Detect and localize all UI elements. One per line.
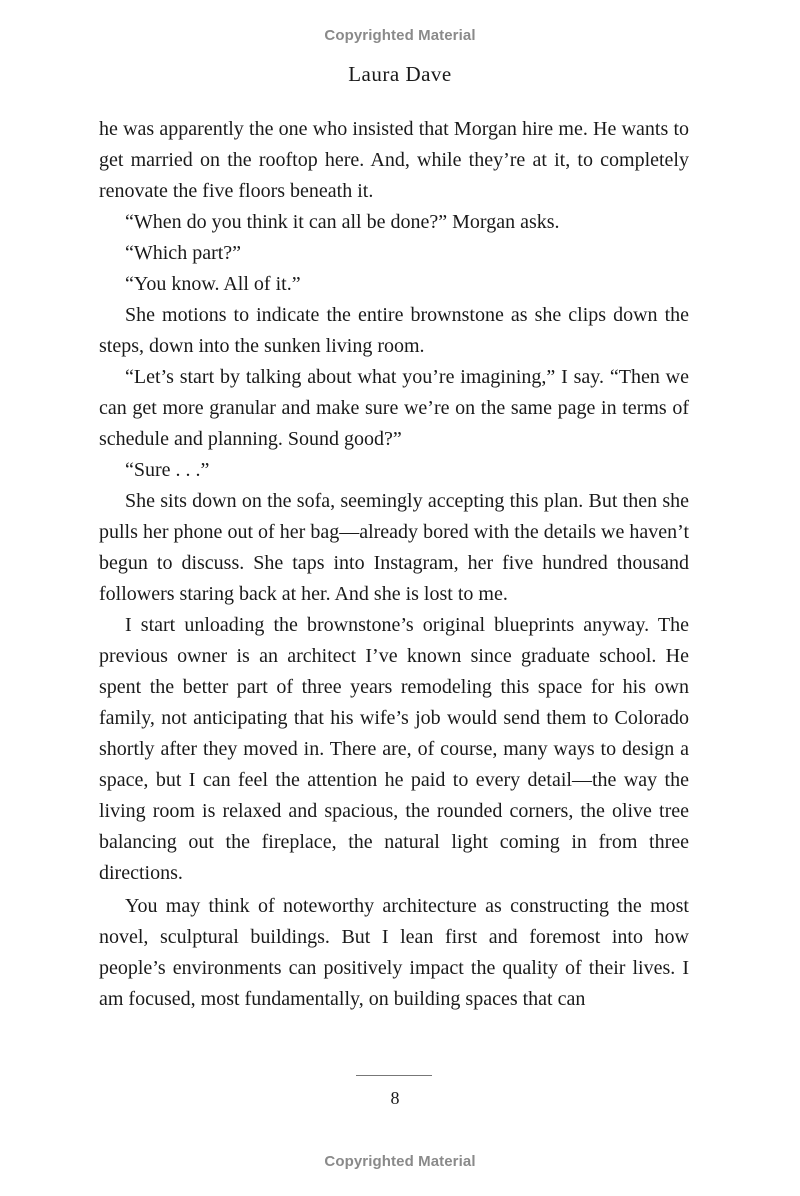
paragraph-5: She motions to indicate the entire brownstone as she clips down the steps, down into the sunken living room. xyxy=(99,304,689,357)
body-text xyxy=(99,114,689,1015)
copyright-watermark-bottom: Copyrighted Material xyxy=(324,1153,476,1170)
page-number: 8 xyxy=(390,1088,400,1108)
paragraph-9: I start unloading the brownstone’s original blueprints anyway. The previous owner is an architect I’ve known since graduate school. He spent the better part of three years remodeling this space for his own family, not anticipating that his wife’s job would send them to Colorado shortly after they moved in. There are, of course, many ways to design a space, but I can feel the attention he paid to every detail—the way the living room is relaxed and spacious, the rounded corners, the olive tree balancing out the fireplace, the natural light coming in from three directions. xyxy=(99,614,689,884)
paragraph-7: “Sure . . .” xyxy=(125,459,210,481)
running-head-author: Laura Dave xyxy=(348,62,452,86)
paragraph-8: She sits down on the sofa, seemingly accepting this plan. But then she pulls her phone out of her bag—already bored with the details we haven’t begun to discuss. She taps into Instagram, her five hundred thousand followers staring back at her. And she is lost to me. xyxy=(99,490,689,605)
paragraph-2: “When do you think it can all be done?” Morgan asks. xyxy=(125,211,560,233)
paragraph-1: he was apparently the one who insisted that Morgan hire me. He wants to get married on the rooftop here. And, while they’re at it, to completely renovate the five floors beneath it. xyxy=(99,118,689,202)
copyright-watermark-top: Copyrighted Material xyxy=(324,27,476,44)
folio-rule xyxy=(356,1075,432,1076)
paragraph-3: “Which part?” xyxy=(125,242,242,264)
paragraph-6: “Let’s start by talking about what you’re imagining,” I say. “Then we can get more granular and make sure we’re on the same page in terms of schedule and planning. Sound good?” xyxy=(99,366,689,450)
paragraph-10: You may think of noteworthy architecture as constructing the most novel, sculptural buildings. But I lean first and foremost into how people’s environments can positively impact the quality of their lives. I am focused, most fundamentally, on building spaces that can xyxy=(99,895,689,1010)
paragraph-4: “You know. All of it.” xyxy=(125,273,301,295)
